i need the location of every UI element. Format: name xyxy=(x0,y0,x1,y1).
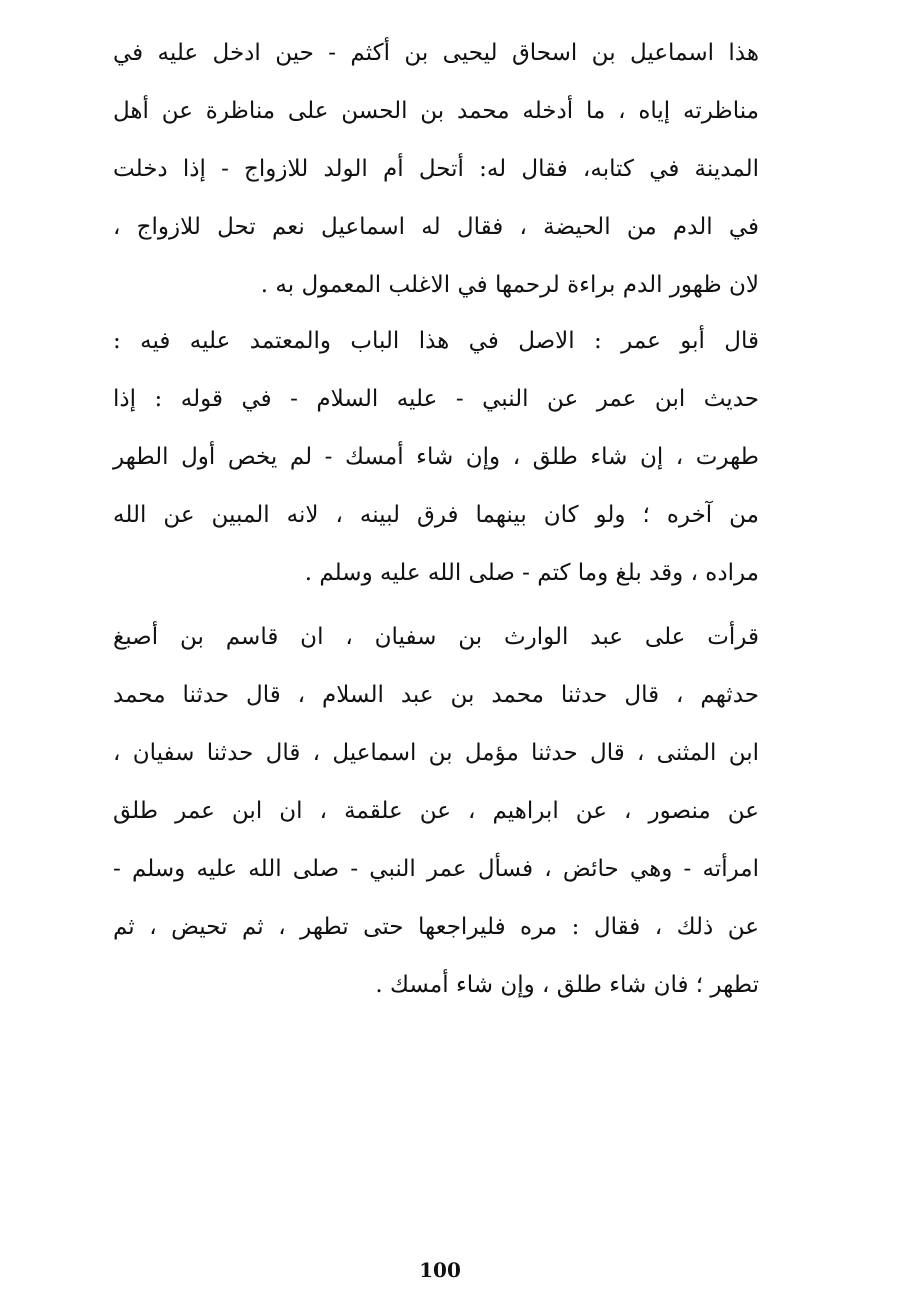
text-line: حدثهم ، قال حدثنا محمد بن عبد السلام ، قال حدثنا محمد xyxy=(113,682,759,708)
text-line: ابن المثنى ، قال حدثنا مؤمل بن اسماعيل ، قال حدثنا سفيان ، xyxy=(113,740,759,766)
text-line: عن منصور ، عن ابراهيم ، عن علقمة ، ان ابن عمر طلق xyxy=(113,798,759,824)
text-line: امرأته - وهي حائض ، فسأل عمر النبي - صلى الله عليه وسلم - xyxy=(113,856,759,882)
text-line: لان ظهور الدم براءة لرحمها في الاغلب المعمول به . xyxy=(260,272,759,298)
text-line: من آخره ؛ ولو كان بينهما فرق لبينه ، لانه المبين عن الله xyxy=(113,502,759,528)
text-line: المدينة في كتابه، فقال له: أتحل أم الولد للازواج - إذا دخلت xyxy=(113,156,759,182)
page-number: 100 xyxy=(419,1258,461,1282)
text-line: هذا اسماعيل بن اسحاق ليحيى بن أكثم - حين ادخل عليه في xyxy=(113,40,759,66)
paragraph-3 xyxy=(113,608,759,1014)
text-line: حديث ابن عمر عن النبي - عليه السلام - في قوله : إذا xyxy=(113,386,759,412)
paragraph-2 xyxy=(113,312,759,602)
text-line: قرأت على عبد الوارث بن سفيان ، ان قاسم بن أصبغ xyxy=(113,624,759,650)
text-line: في الدم من الحيضة ، فقال له اسماعيل نعم تحل للازواج ، xyxy=(113,214,759,240)
text-line: قال أبو عمر : الاصل في هذا الباب والمعتمد عليه فيه : xyxy=(113,328,759,354)
text-line: مراده ، وقد بلغ وما كتم - صلى الله عليه وسلم . xyxy=(304,560,759,586)
text-line: طهرت ، إن شاء طلق ، وإن شاء أمسك - لم يخص أول الطهر xyxy=(113,444,759,470)
text-line: تطهر ؛ فان شاء طلق ، وإن شاء أمسك . xyxy=(375,972,759,998)
paragraph-1 xyxy=(113,24,759,314)
text-line: عن ذلك ، فقال : مره فليراجعها حتى تطهر ، ثم تحيض ، ثم xyxy=(113,914,759,940)
text-line: مناظرته إياه ، ما أدخله محمد بن الحسن على مناظرة عن أهل xyxy=(113,98,759,124)
